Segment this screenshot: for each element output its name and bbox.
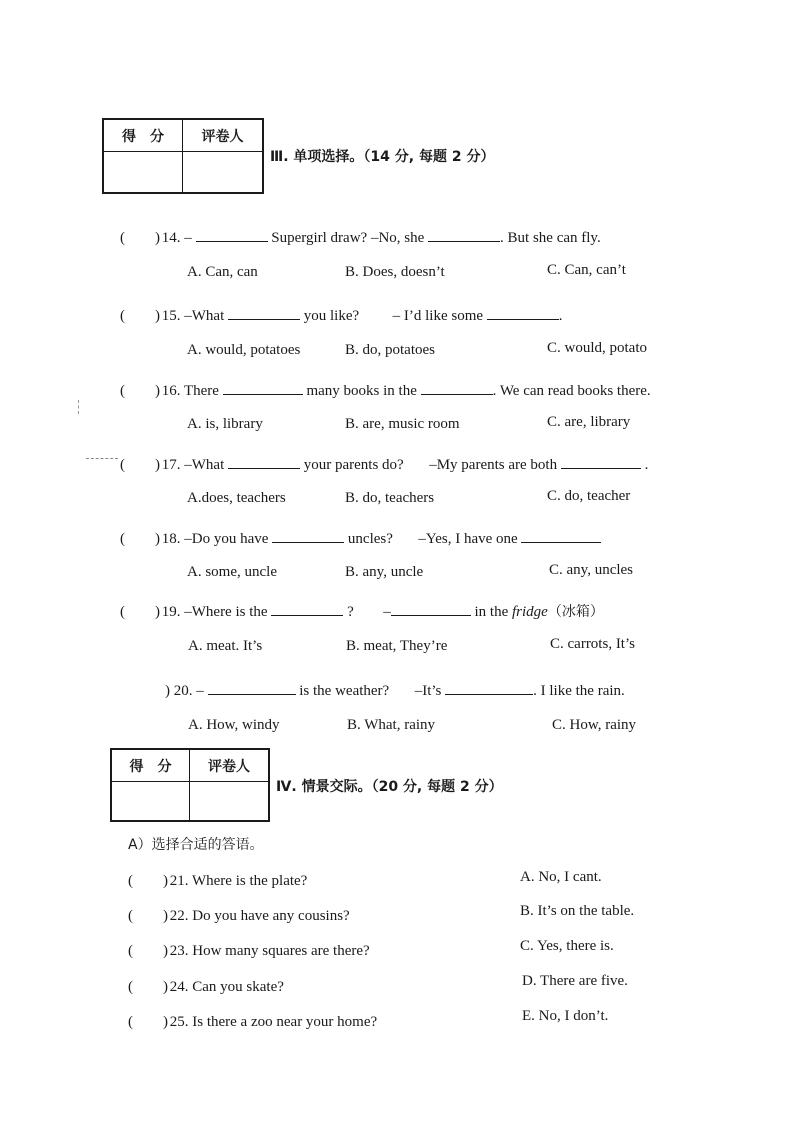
- answer-paren[interactable]: ): [165, 683, 170, 699]
- blank[interactable]: [561, 456, 641, 469]
- question-19: [120, 600, 604, 621]
- question-text: .: [644, 457, 649, 473]
- question-number: 20. –: [173, 683, 204, 699]
- question-text: ?: [347, 604, 354, 620]
- grader-field[interactable]: [183, 152, 262, 192]
- match-answer-d: D. There are five.: [522, 973, 628, 989]
- option-a: A. some, uncle: [187, 564, 277, 580]
- blank[interactable]: [521, 530, 601, 543]
- blank[interactable]: [487, 307, 559, 320]
- blank[interactable]: [445, 682, 533, 695]
- match-question: 21. Where is the plate?: [169, 873, 308, 889]
- option-c: C. How, rainy: [552, 717, 637, 733]
- grader-label: 评卷人: [190, 750, 268, 782]
- part-a-instruction: A）选择合适的答语。: [128, 837, 264, 853]
- score-box-2: [110, 748, 270, 822]
- blank[interactable]: [421, 382, 493, 395]
- blank[interactable]: [208, 682, 296, 695]
- match-row-23: [128, 939, 370, 960]
- section-4-title: Ⅳ. 情景交际。（20 分, 每题 2 分）: [276, 779, 503, 795]
- scan-mark: [86, 458, 118, 460]
- match-answer-b: B. It’s on the table.: [520, 903, 635, 919]
- question-text: –Yes, I have one: [418, 531, 518, 547]
- option-b: B. any, uncle: [345, 564, 424, 580]
- question-17: [120, 453, 648, 474]
- question-text: –My parents are both: [429, 457, 558, 473]
- answer-paren[interactable]: ( ): [120, 531, 160, 547]
- match-question: 22. Do you have any cousins?: [169, 908, 350, 924]
- option-b: B. What, rainy: [347, 717, 436, 733]
- match-question: 24. Can you skate?: [169, 979, 284, 995]
- answer-paren[interactable]: ( ): [128, 979, 168, 995]
- option-a: A.does, teachers: [187, 490, 286, 506]
- question-16: [120, 379, 651, 400]
- match-answer-e: E. No, I don’t.: [522, 1008, 609, 1024]
- question-text: fridge: [511, 604, 548, 620]
- question-number: 14. –: [161, 230, 192, 246]
- blank[interactable]: [428, 229, 500, 242]
- option-b: B. do, potatoes: [345, 342, 435, 358]
- question-text: .: [558, 308, 563, 324]
- option-b: B. are, music room: [345, 416, 460, 432]
- option-c: C. carrots, It’s: [550, 636, 635, 652]
- answer-paren[interactable]: ( ): [128, 908, 168, 924]
- question-15: [120, 304, 563, 325]
- question-number: 15. –What: [161, 308, 225, 324]
- answer-paren[interactable]: ( ): [128, 1014, 168, 1030]
- question-18: [120, 527, 601, 548]
- question-text: your parents do?: [303, 457, 404, 473]
- question-number: 16. There: [161, 383, 219, 399]
- option-b: B. Does, doesn’t: [345, 264, 445, 280]
- option-a: A. How, windy: [188, 717, 280, 733]
- option-c: C. Can, can’t: [547, 262, 626, 278]
- question-text: （冰箱）: [547, 604, 604, 620]
- answer-paren[interactable]: ( ): [128, 943, 168, 959]
- question-text: . We can read books there.: [492, 383, 651, 399]
- blank[interactable]: [272, 530, 344, 543]
- score-field[interactable]: [104, 152, 183, 192]
- score-field[interactable]: [112, 782, 190, 820]
- option-b: B. meat, They’re: [346, 638, 448, 654]
- match-answer-a: A. No, I cant.: [520, 869, 602, 885]
- answer-paren[interactable]: ( ): [120, 383, 160, 399]
- blank[interactable]: [228, 456, 300, 469]
- question-20: [120, 682, 625, 700]
- question-text: uncles?: [347, 531, 393, 547]
- blank[interactable]: [391, 603, 471, 616]
- blank[interactable]: [271, 603, 343, 616]
- option-c: C. any, uncles: [549, 562, 634, 578]
- question-text: you like?: [303, 308, 360, 324]
- section-3-title: Ⅲ. 单项选择。（14 分, 每题 2 分）: [270, 149, 495, 165]
- question-text: in the: [474, 604, 509, 620]
- option-c: C. would, potato: [547, 340, 647, 356]
- answer-paren[interactable]: ( ): [120, 308, 160, 324]
- answer-paren[interactable]: ( ): [120, 604, 160, 620]
- blank[interactable]: [196, 229, 268, 242]
- score-label: 得 分: [112, 750, 190, 782]
- answer-paren[interactable]: ( ): [120, 230, 160, 246]
- option-a: A. is, library: [187, 416, 263, 432]
- option-a: A. meat. It’s: [188, 638, 263, 654]
- answer-paren[interactable]: ( ): [120, 457, 160, 473]
- option-b: B. do, teachers: [345, 490, 435, 506]
- score-box-1: [102, 118, 264, 194]
- question-text: many books in the: [306, 383, 417, 399]
- scan-mark: [78, 400, 81, 414]
- question-text: . I like the rain.: [533, 683, 625, 699]
- question-text: Supergirl draw? –No, she: [271, 230, 425, 246]
- grader-field[interactable]: [190, 782, 268, 820]
- question-number: 17. –What: [161, 457, 225, 473]
- answer-paren[interactable]: ( ): [128, 873, 168, 889]
- blank[interactable]: [223, 382, 303, 395]
- score-label: 得 分: [104, 120, 183, 152]
- question-text: –: [383, 604, 391, 620]
- question-number: 19. –Where is the: [161, 604, 268, 620]
- grader-label: 评卷人: [183, 120, 262, 152]
- match-row-25: [128, 1010, 377, 1031]
- option-c: C. do, teacher: [547, 488, 631, 504]
- blank[interactable]: [228, 307, 300, 320]
- question-text: –It’s: [414, 683, 442, 699]
- option-c: C. are, library: [547, 414, 631, 430]
- option-a: A. would, potatoes: [187, 342, 301, 358]
- question-text: . But she can fly.: [500, 230, 601, 246]
- match-question: 25. Is there a zoo near your home?: [169, 1014, 378, 1030]
- match-row-21: [128, 869, 307, 890]
- question-number: 18. –Do you have: [161, 531, 269, 547]
- question-text: – I’d like some: [392, 308, 484, 324]
- question-14: [120, 226, 601, 247]
- match-answer-c: C. Yes, there is.: [520, 938, 614, 954]
- option-a: A. Can, can: [187, 264, 258, 280]
- question-text: is the weather?: [299, 683, 390, 699]
- match-row-22: [128, 904, 350, 925]
- match-question: 23. How many squares are there?: [169, 943, 370, 959]
- match-row-24: [128, 975, 284, 996]
